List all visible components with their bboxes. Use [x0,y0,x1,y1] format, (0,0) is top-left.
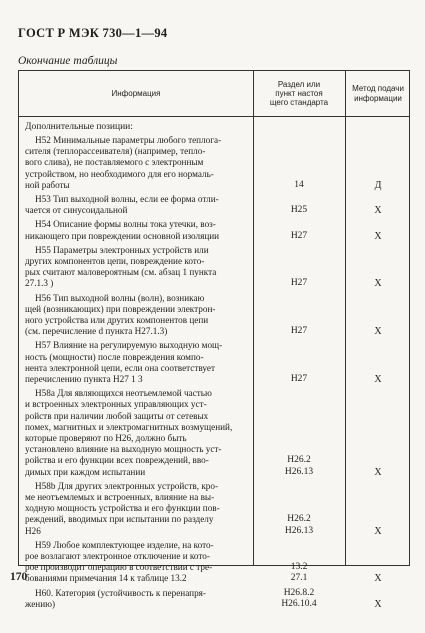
table-row-method: Х [374,598,382,610]
table-row-method: Д [374,179,382,191]
table-row-info: Н58b Для других электронных устройств, кро- ме неотъемлемых и встроенных, влияние на вы- ходную мощность устройства и его функции пов- реждений, вводимых при испытании по разделу Н26 [25,480,220,536]
table-row-section: Н26.2 Н26.13 [284,514,314,536]
page-number: 170 [10,571,28,583]
table-continuation-caption: Окончание таблицы [18,55,118,67]
table-row-info: Н58а Для являющихся неотъемлемой частью и встроенных электронных управляющих уст- ройств при наличии любой защиты от сетевых помех, магнитных и электромагнитных возмущений, которые проверяют по Н26, должно быть установлено влияние на выходную мощность уст- ройства и его функции всех повреждений, вво- димых при каждом испытании [25,388,233,477]
table-row-section: Н27 [290,326,308,337]
table-row-info: Н54 Описание формы волны тока утечки, воз- никающего при повреждении основной изоляции [25,219,220,241]
table-row-info: Н59 Любое комплектующее изделие, на кото- рое возлагают электронное отключение и кото- рое производит операцию в соответствии с тре- бованиями примечания 14 к таблице 13.2 [25,539,214,584]
table-row-section: 14 [294,179,304,190]
column-divider [253,71,254,565]
table-row-method: Х [374,525,382,537]
table-row-info: Н52 Минимальные параметры любого теплога- сителя (теплорассеивателя) (например, тепло- вого слива), не поставляемого с электронным устройством, но необходимого для его нормаль- ной работы [25,135,222,190]
table-row-method: Х [374,278,382,290]
table-row-section: Н27 [290,278,308,289]
column-header-information: Информация [111,88,161,98]
table-row-method: Х [374,466,382,478]
table-row-section: Н25 [290,205,308,216]
table-row-section: Н26.8.2 Н26.10.4 [281,587,317,609]
table-row-info: Н56 Тип выходной волны (волн), возникаю щей (возникающих) при повреждении электрон- ного устройства или других компонентов цепи (см. перечисление d пункта Н27.1.3) [25,292,216,337]
table-row-info: Н57 Влияние на регулируемую выходную мощ- ность (мощности) после повреждения компо- нента электронной цепи, если она соответствует перечислению пункта Н27 1 3 [25,340,223,384]
additional-positions-label: Дополнительные позиции: [25,122,133,132]
table-row-method: Х [374,573,382,585]
table-row-section: Н27 [290,374,308,384]
header-divider [19,116,409,117]
table-row-info: Н60. Категория (устойчивость к перенапря- жению) [25,587,206,609]
table-row-info: Н55 Параметры электронных устройств или других компонентов цепи, повреждение кото- рых считают маловероятным (см. абзац 1 пункта 27.1.3 ) [25,244,217,289]
table-row-info: Н53 Тип выходной волны, если ее форма отли- чается от синусоидальной [25,194,219,216]
document-header: ГОСТ Р МЭК 730—1—94 [18,26,168,40]
table-row-section: Н26.2 Н26.13 [284,455,314,477]
column-header-method: Метод подачи информации [352,84,404,103]
table-row-method: Х [374,205,382,217]
table-row-method: Х [374,374,382,385]
table-row-section: Н27 [290,230,308,241]
column-header-section: Раздел или пункт настоя щего стандарта [269,79,329,108]
table-row-section: 13.2 27.1 [290,562,308,584]
table-row-method: Х [374,230,382,242]
table-row-method: Х [374,326,382,338]
column-divider [345,71,346,565]
